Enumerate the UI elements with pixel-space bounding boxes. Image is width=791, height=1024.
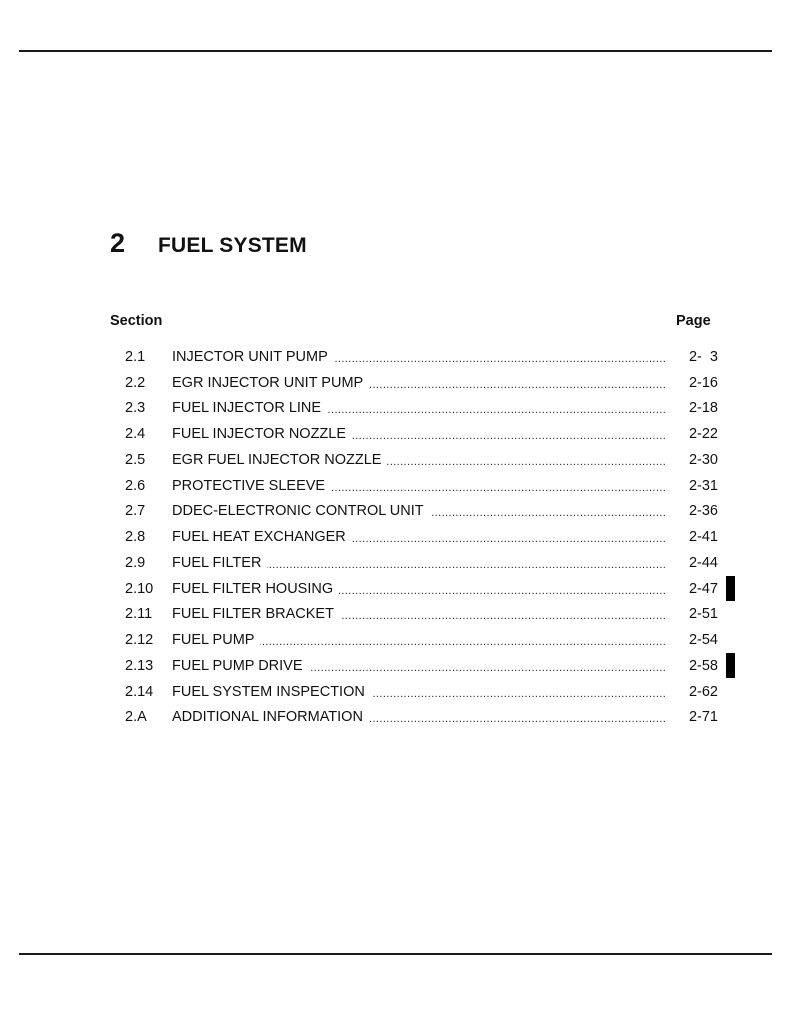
toc-section-number: 2.2: [125, 374, 146, 391]
toc-section-title-text: FUEL SYSTEM INSPECTION: [172, 684, 371, 700]
toc-page-number: 2-54: [688, 632, 718, 649]
toc-section-number: 2.1: [125, 348, 146, 365]
toc-section-title: [172, 658, 666, 674]
toc-page-number: 2-44: [688, 554, 718, 571]
toc-section-title: [172, 400, 666, 416]
toc-section-title-text: FUEL PUMP: [172, 632, 260, 648]
toc-section-title-text: EGR INJECTOR UNIT PUMP: [172, 375, 369, 391]
toc-section-title: [172, 426, 666, 442]
bottom-rule: [19, 953, 772, 955]
section-column-header: Section: [110, 313, 163, 329]
toc-section-title: [172, 478, 666, 494]
toc-section-title: [172, 529, 666, 545]
toc-page-number: 2-51: [688, 606, 718, 623]
toc-page-number: 2-71: [688, 709, 718, 726]
toc-section-number: 2.3: [125, 400, 146, 417]
toc-entry[interactable]: [125, 396, 725, 422]
toc-entry[interactable]: [125, 550, 725, 576]
toc-section-title: [172, 349, 666, 365]
toc-section-number: 2.11: [125, 606, 153, 623]
toc-entry[interactable]: [125, 705, 725, 731]
toc-page-number: 2-16: [688, 374, 718, 391]
toc-section-title: [172, 632, 666, 648]
toc-section-number: 2.6: [125, 477, 146, 494]
toc-entry[interactable]: [125, 524, 725, 550]
toc-section-title: [172, 555, 666, 571]
toc-page-number: 2-36: [688, 503, 718, 520]
toc-section-title: [172, 709, 666, 725]
toc-page-number: 2-47: [688, 580, 718, 597]
toc-entry[interactable]: [125, 473, 725, 499]
chapter-title: FUEL SYSTEM: [158, 234, 307, 257]
chapter-number: 2: [110, 228, 126, 258]
toc-section-title: [172, 684, 666, 700]
toc-section-title-text: FUEL FILTER HOUSING: [172, 581, 339, 597]
page-column-header: Page: [676, 313, 711, 329]
toc-page-number: 2-62: [688, 683, 718, 700]
toc-section-title-text: FUEL INJECTOR LINE: [172, 400, 327, 416]
toc-section-number: 2.13: [125, 657, 154, 674]
toc-page-number: 2- 3: [688, 348, 718, 365]
toc-section-title: [172, 503, 666, 519]
toc-section-number: 2.14: [125, 683, 154, 700]
toc-entry[interactable]: [125, 679, 725, 705]
toc-section-title: [172, 581, 666, 597]
toc-section-title-text: FUEL FILTER BRACKET: [172, 606, 340, 622]
table-of-contents: [125, 344, 725, 730]
toc-section-title: [172, 452, 666, 468]
revision-change-bar: [726, 653, 735, 678]
revision-change-bar: [726, 576, 735, 601]
toc-page-number: 2-58: [688, 657, 718, 674]
toc-section-number: 2.12: [125, 632, 154, 649]
toc-section-number: 2.10: [125, 580, 154, 597]
toc-section-title-text: INJECTOR UNIT PUMP: [172, 349, 334, 365]
toc-section-title: [172, 375, 666, 391]
toc-entry[interactable]: [125, 447, 725, 473]
toc-entry[interactable]: [125, 602, 725, 628]
toc-section-number: 2.7: [125, 503, 146, 520]
toc-section-title-text: DDEC-ELECTRONIC CONTROL UNIT: [172, 503, 430, 519]
toc-section-title-text: PROTECTIVE SLEEVE: [172, 478, 331, 494]
toc-section-number: 2.A: [125, 709, 147, 726]
toc-section-number: 2.8: [125, 529, 146, 546]
toc-section-title: [172, 606, 666, 622]
toc-page-number: 2-18: [688, 400, 718, 417]
toc-section-title-text: ADDITIONAL INFORMATION: [172, 709, 369, 725]
toc-page-number: 2-31: [688, 477, 718, 494]
toc-section-title-text: FUEL PUMP DRIVE: [172, 658, 309, 674]
toc-section-title-text: FUEL FILTER: [172, 555, 267, 571]
toc-entry[interactable]: [125, 576, 725, 602]
toc-page-number: 2-41: [688, 529, 718, 546]
toc-page-number: 2-22: [688, 426, 718, 443]
toc-page-number: 2-30: [688, 451, 718, 468]
toc-entry[interactable]: [125, 653, 725, 679]
toc-entry[interactable]: [125, 344, 725, 370]
toc-entry[interactable]: [125, 370, 725, 396]
toc-section-title-text: EGR FUEL INJECTOR NOZZLE: [172, 452, 387, 468]
toc-section-title-text: FUEL INJECTOR NOZZLE: [172, 426, 352, 442]
chapter-heading: [110, 228, 307, 259]
toc-section-number: 2.5: [125, 451, 146, 468]
toc-entry[interactable]: [125, 421, 725, 447]
toc-section-title-text: FUEL HEAT EXCHANGER: [172, 529, 352, 545]
toc-section-number: 2.9: [125, 554, 146, 571]
top-rule: [19, 50, 772, 52]
toc-section-number: 2.4: [125, 426, 146, 443]
toc-entry[interactable]: [125, 499, 725, 525]
toc-entry[interactable]: [125, 627, 725, 653]
